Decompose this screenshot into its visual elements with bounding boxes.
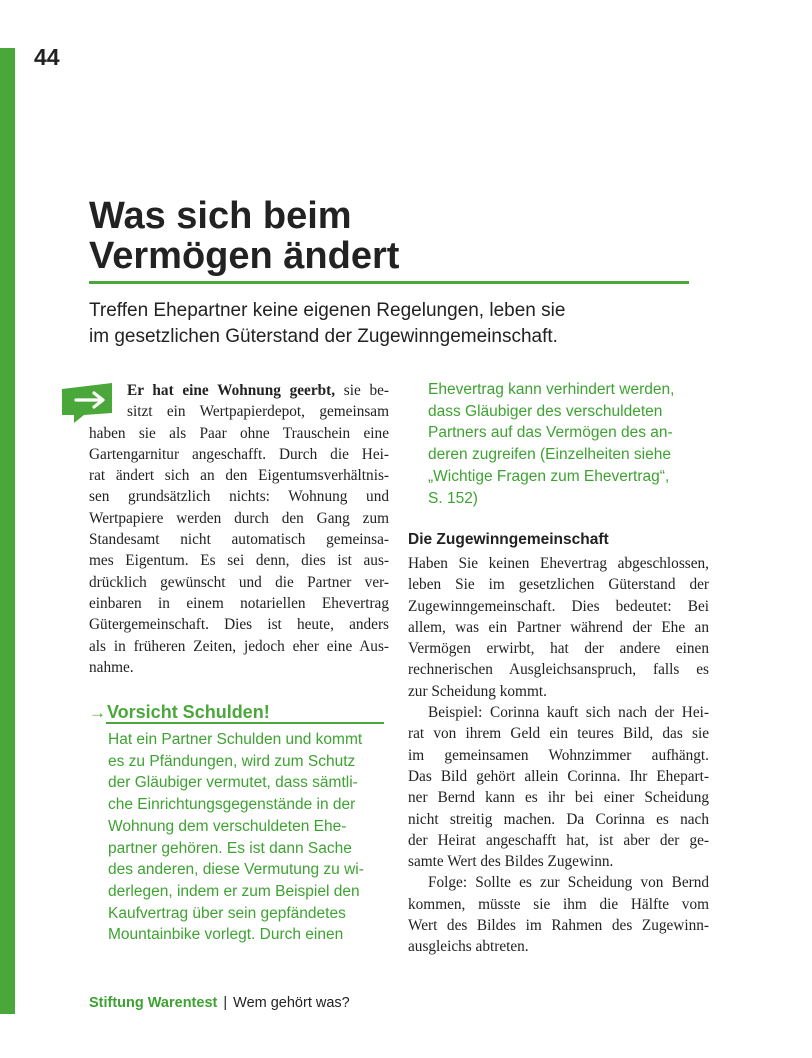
- warning-underline: [106, 722, 384, 724]
- intro-line: im gesetzlichen Güterstand der Zugewinngemeinschaft.: [89, 326, 558, 347]
- text-line: Zugewinngemeinschaft. Dies bedeutet: Bei: [408, 597, 709, 615]
- text-line: rechnerischen Ausgleichsanspruch, falls es: [408, 661, 709, 679]
- warning-line: Hat ein Partner Schulden und kommt: [108, 731, 363, 748]
- text-line: Gütergemeinschaft. Dies ist heute, anders: [89, 616, 389, 634]
- page-title-line: Vermögen ändert: [89, 235, 400, 277]
- intro-line: Treffen Ehepartner keine eigenen Regelungen, leben sie: [89, 300, 566, 321]
- warning-title: Vorsicht Schulden!: [107, 702, 270, 722]
- warning-line: derlegen, indem er zum Beispiel den: [108, 882, 360, 900]
- text-line: sen grundsätzlich nichts: Wohnung und: [89, 488, 389, 506]
- text-line: samte Wert des Bildes Zugewinn.: [408, 853, 614, 871]
- warning-line: partner gehören. Es ist dann Sache: [108, 839, 352, 857]
- text-line: Wertpapiere werden durch den Gang zum: [89, 509, 389, 527]
- text-line: sitzt ein Wertpapierdepot, gemeinsam: [127, 403, 389, 421]
- text-line: ner Bernd kann es ihr bei einer Scheidung: [408, 789, 709, 807]
- warning-line: Kaufvertrag über sein gepfändetes: [108, 904, 346, 922]
- section-subheading: Die Zugewinngemeinschaft: [408, 531, 609, 548]
- warning-line: Mountainbike vorlegt. Durch einen: [108, 926, 344, 944]
- arrow-right-icon: →: [89, 703, 106, 722]
- text-line: Folge: Sollte es zur Scheidung von Bernd: [428, 874, 709, 892]
- text-line: ausgleichs abtreten.: [408, 938, 529, 956]
- warning-line: che Einrichtungsgegenstände in der: [108, 796, 356, 814]
- page-title: [89, 196, 399, 276]
- text-line: Wert des Bildes im Rahmen des Zugewinn-: [408, 917, 709, 935]
- text-line: mes Eigentum. Es sei denn, dies ist aus-: [89, 552, 389, 570]
- text-line: im gemeinsamen Wohnzimmer aufhängt.: [408, 746, 709, 764]
- warning-line: des anderen, diese Vermutung zu wi-: [108, 861, 364, 879]
- text-line: einbaren in einem notariellen Ehevertrag: [89, 594, 389, 612]
- text-line: der Heirat angeschafft hat, ist aber der ge-: [408, 831, 709, 849]
- warning-line: deren zugreifen (Einzelheiten siehe: [428, 446, 671, 464]
- intro-text: [89, 298, 709, 350]
- title-underline: [89, 281, 689, 284]
- text-line: als in früheren Zeiten, jedoch eher eine Aus-: [89, 637, 389, 655]
- text-line: Das Bild gehört allein Corinna. Ihr Ehepart-: [408, 767, 709, 785]
- footer-brand: Stiftung Warentest: [89, 995, 218, 1011]
- left-column-text: [89, 380, 389, 678]
- warning-text-continued: [428, 379, 713, 509]
- warning-line: „Wichtige Fragen zum Ehevertrag“,: [428, 467, 670, 485]
- warning-line: der Gläubiger vermutet, dass sämtli-: [108, 774, 358, 792]
- text-line: Haben Sie keinen Ehevertrag abgeschlossen,: [408, 555, 709, 572]
- warning-line: es zu Pfändungen, wird zum Schutz: [108, 752, 356, 770]
- page-number: 44: [34, 44, 60, 70]
- warning-line: dass Gläubiger des verschuldeten: [428, 402, 663, 420]
- warning-line: Wohnung dem verschuldeten Ehe-: [108, 817, 347, 835]
- text-line: Gartengarnitur angeschafft. Durch die Hei-: [89, 445, 389, 463]
- warning-heading: [89, 702, 384, 723]
- text-line: allem, was ein Partner während der Ehe an: [408, 618, 709, 636]
- text-line: zur Scheidung kommt.: [408, 682, 547, 700]
- text-line: Er hat eine Wohnung geerbt, sie be-: [127, 382, 389, 399]
- text-line: haben sie als Paar ohne Trauschein eine: [89, 424, 389, 442]
- page-edge-bar: [0, 48, 15, 1014]
- warning-line: S. 152): [428, 489, 478, 507]
- right-column-text: [408, 553, 709, 958]
- text-line: rat ändert sich an den Eigentumsverhältnis-: [89, 467, 389, 485]
- text-line: kommen, müsste sie ihm die Hälfte vom: [408, 895, 709, 913]
- text-line: leben Sie im gesetzlichen Güterstand der: [408, 576, 709, 594]
- footer-book-title: Wem gehört was?: [233, 995, 350, 1011]
- text-line: rat von ihrem Geld ein teures Bild, das sie: [408, 725, 709, 743]
- text-line: drücklich gewünscht und die Partner ver-: [89, 573, 389, 591]
- text-line: Vermögen erwirbt, hat der andere einen: [408, 640, 709, 658]
- footer-separator: |: [223, 995, 228, 1011]
- lead-bold-text: Er hat eine Wohnung geerbt,: [127, 382, 336, 399]
- text-line: nahme.: [89, 658, 134, 676]
- text-line: Standesamt nicht automatisch gemeinsa-: [89, 531, 389, 549]
- warning-line: Ehevertrag kann verhindert werden,: [428, 381, 675, 398]
- warning-line: Partners auf das Vermögen des an-: [428, 424, 673, 442]
- text-line: Beispiel: Corinna kauft sich nach der Hei-: [428, 704, 709, 722]
- text-line: nicht streitig machen. Da Corinna es nach: [408, 810, 709, 828]
- page-footer: [89, 995, 350, 1011]
- page-title-line: Was sich beim: [89, 195, 352, 237]
- warning-text: [108, 729, 388, 946]
